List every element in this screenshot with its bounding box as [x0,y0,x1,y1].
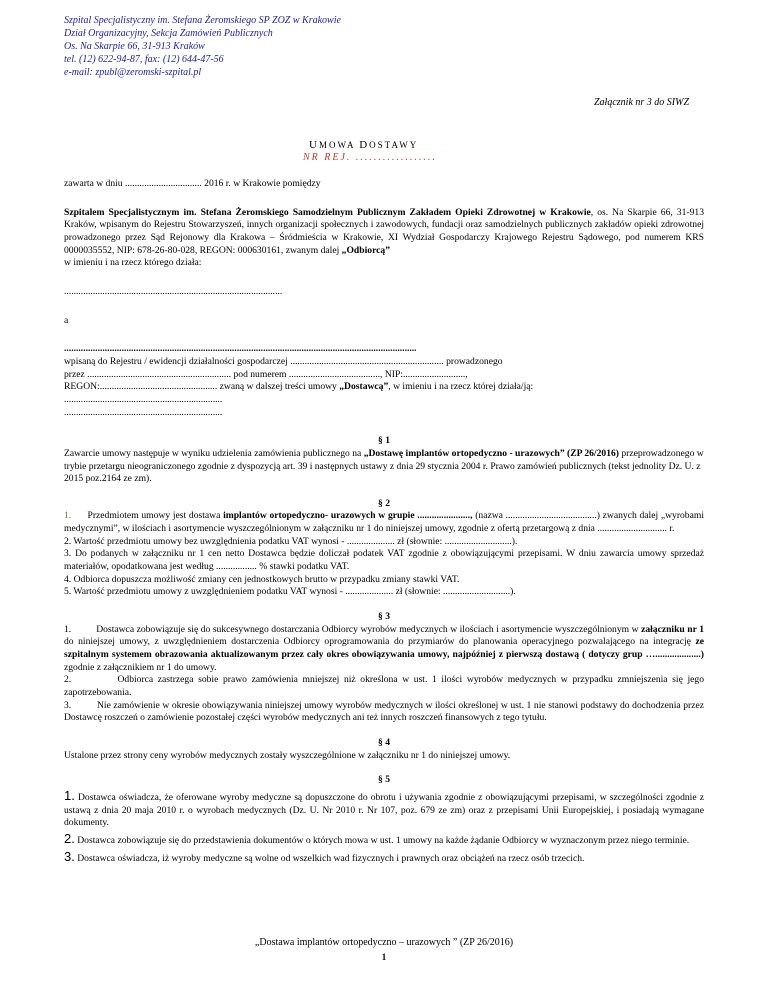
hospital-header [64,14,341,79]
section-2-point-3: 3. Do podanych w załączniku nr 1 cen netto Dostawca będzie doliczał podatek VAT zgodnie z obowiązującymi przepisami. W dniu zawarcia umowy sprzedaż materiałów, opodatkowana jest według ................. % stawki podatku VAT. [64,548,704,573]
header-line: Szpital Specjalistyczny im. Stefana Żeromskiego SP ZOZ w Krakowie [64,15,341,26]
section-2-point-1: 1. Przedmiotem umowy jest dostawa implantów ortopedyczno- urazowych w grupie ......................, (nazwa ......................................) zwanych dalej „wyrobami medycznymi”, w ilościach i asortymencie wyszczególnionym w załączniku nr 1 do niniejszej umowy, zgodnie z ofertą przetargową z dnia ............................. r. [64,510,704,535]
section-1-text: Zawarcie umowy następuje w wyniku udzielenia zamówienia publicznego na „Dostawę implantów ortopedyczno - urazowych” (ZP 26/2016) przeprowadzonego w trybie przetargu nieograniczonego zgodnie z dyspozycją art. 39 i następnych ustawy z dnia 29 stycznia 2004 r. Prawo zamówień publicznych (tekst jednolity Dz. U. z 2015 poz.2164 ze zm). [64,447,704,485]
section-3-point-2: 2. Odbiorca zastrzega sobie prawo zamówienia mniejszej niż określona w ust. 1 ilości wyrobów medycznych w przypadku zmniejszenia się jego zapotrzebowania. [64,674,707,698]
section-2-point-4: 4. Odbiorca dopuszcza możliwość zmiany cen jednostkowych brutto w przypadku zmiany stawki VAT. [64,573,460,585]
section-2-point-2: 2. Wartość przedmiotu umowy bez uwzględnienia podatku VAT wynosi - .................... zł (słownie: ............................). [64,535,518,547]
footer-title: „Dostawa implantów ortopedyczno – urazowych ” (ZP 26/2016) [254,937,514,948]
section-3-point-3: 3. Nie zamówienie w okresie obowiązywania niniejszej umowy wyrobów medycznych w ilości określonej w ust. 1 nie stanowi podstawy do dochodzenia przez Dostawcę roszczeń o zamówienie pozostałej części wyrobów medycznych ani też innych roszczeń finansowych z tego tytułu. [64,699,707,724]
header-line: Os. Na Skarpie 66, 31-913 Kraków [64,41,205,52]
party-odbiorca: Szpitalem Specjalistycznym im. Stefana Żeromskiego Samodzielnym Publicznym Zakładem Opieki Zdrowotnej w Krakowie, os. Na Skarpie 66, 31-913 Kraków, wpisanym do Rejestru Stowarzyszeń, innych organizacji społecznych i zawodowych, fundacji oraz samodzielnych publicznych zakładów opieki zdrowotnej prowadzonego przez Sąd Rejonowy dla Krakowa – Śródmieścia w Krakowie, XI Wydział Gospodarczy Krajowego Rejestru Sądowego, pod numerem KRS 0000035552, NIP: 678-26-80-028, REGON: 000630161, zwanym dalej „Odbiorcą” [64,206,704,256]
section-5-point-3: 3. Dostawca oświadcza, iż wyroby medyczne są wolne od wszelkich wad fizycznych i prawnych oraz obciążeń na rzecz osób trzecich. [64,848,585,864]
section-5-heading: § 5 [378,774,390,786]
page-number: 1 [381,952,387,962]
and-label: a [64,314,69,326]
section-5-point-1: 1. Dostawca oświadcza, że oferowane wyroby medyczne są dopuszczone do obrotu i używania zgodnie z obowiązującymi przepisami, w szczególności zgodnie z ustawą z dnia 20 maja 2010 r. o wyrobach medycznych (Dz. U. Nr 2010 r. Nr 107, poz. 679 ze zm) oraz z przepisami Unii Europejskiej, i posiadają wymagane dokumenty. [64,787,704,829]
section-3-heading: § 3 [378,611,390,623]
signatory-dots-b: .................................................................. [64,406,223,418]
concluded-line: zawarta w dniu ................................ 2016 r. w Krakowie pomiędzy [64,178,321,189]
header-line: Dział Organizacyjny, Sekcja Zamówień Publicznych [64,28,273,39]
signatory-dots-a: .................................................................. [64,393,223,405]
registry-number: NR REJ. .................. [303,152,437,163]
section-4-text: Ustalone przez strony ceny wyrobów medycznych zostały wyszczególnione w załączniku nr 1 do niniejszej umowy. [64,749,511,761]
header-line: e-mail: zpubl@zeromski-szpital.pl [64,67,202,78]
section-3-point-1: 1. Dostawca zobowiązuje się do sukcesywnego dostarczania Odbiorcy wyrobów medycznych w ilościach i asortymencie wyszczególnionym w załączniku nr 1 do niniejszej umowy, z uwzględnieniem dostarczenia Odbiorcy oprogramowania do przymiarów do planowania operacyjnego pozwalającego na integrację ze szpitalnym systemem obrazowania aktualizowanym przez cały okres obowiązywania umowy, najpóźniej z pierwszą dostawą ( dotyczy grup …...................) zgodnie z załącznikiem nr 1 do umowy. [64,623,707,673]
section-2-heading: § 2 [378,497,390,509]
section-1-heading: § 1 [378,435,390,447]
registry-line-1: wpisaną do Rejestru / ewidencji działalności gospodarczej ................................................................ prowadzonego [64,355,503,367]
section-4-heading: § 4 [378,736,390,748]
document-title: UMOWA DOSTAWY [309,139,419,151]
section-2-point-5: 5. Wartość przedmiotu umowy z uwzględnieniem podatku VAT wynosi - .................... zł (słownie: ............................). [64,586,516,598]
annex-label: Załącznik nr 3 do SIWZ [594,97,689,108]
registry-line-3: REGON:................................................. zwaną w dalszej treści umowy „Dostawcą”, w imieniu i na rzecz której działa/ją: [64,381,534,393]
contract-body [64,178,707,865]
section-5-point-2: 2. Dostawca zobowiązuje się do przedstawienia dokumentów o których mowa w ust. 1 umowy na każde żądanie Odbiorcy w wyznaczonym przez niego terminie. [64,830,690,846]
registry-line-2: przez ............................................................ pod numerem ......................................, NIP:.........................., [64,368,468,380]
contractor-name-dots: ................................................................................................................................................... [64,343,417,355]
signatory-dots: ........................................................................................... [64,285,283,297]
header-line: tel. (12) 622-94-87, fax: (12) 644-47-56 [64,54,224,65]
represented-line: w imieniu i na rzecz którego działa: [64,257,202,269]
